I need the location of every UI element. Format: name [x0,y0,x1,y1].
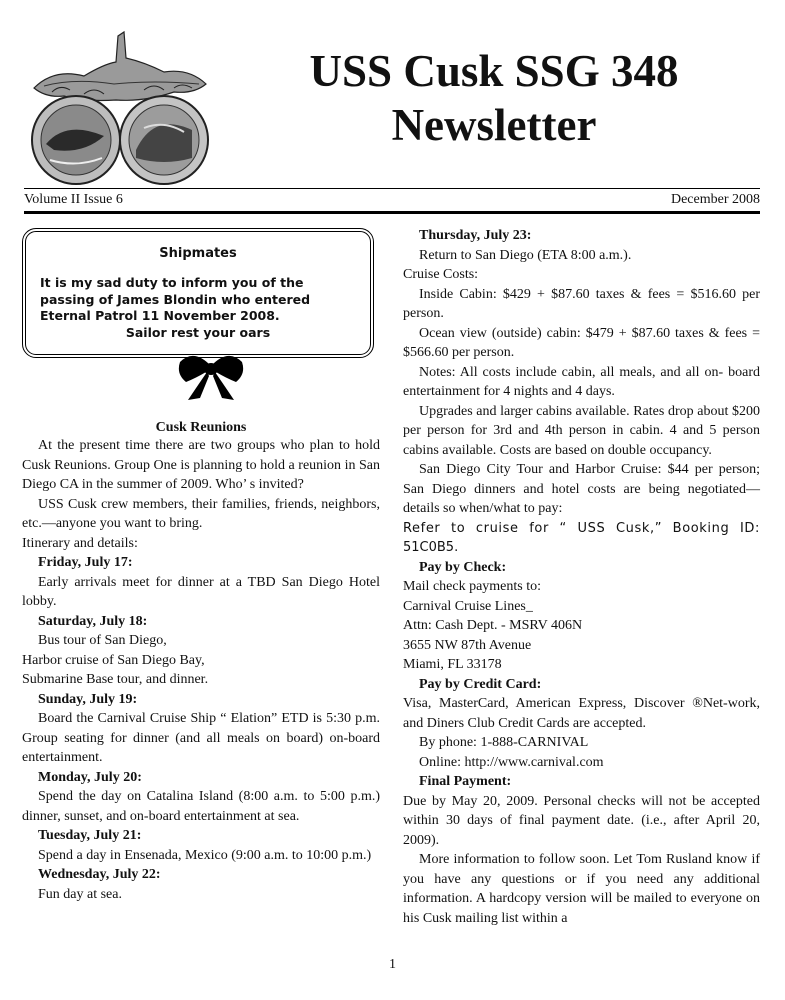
saturday-line-3: Submarine Base tour, and dinner. [22,672,209,687]
issue-bar [24,188,760,217]
shipmates-title: Shipmates [159,246,237,261]
shipmates-box [22,228,374,358]
tuesday-text: Spend a day in Ensenada, Mexico (9:00 a.m. to 10:00 p.m.) [38,847,372,863]
cost-notes: Notes: All costs include cabin, all meals, and all on- board entertainment for 4 nights and 4 days. [403,364,760,399]
right-column [403,226,760,928]
reunions-invited: USS Cusk crew members, their families, friends, neighbors, etc.—anyone you want to bring. [22,496,380,531]
submarine-insignia-icon [24,28,214,186]
saturday-heading: Saturday, July 18: [38,613,148,629]
title-line-2: Newsletter [391,100,597,150]
black-bow-icon [176,352,246,402]
sunday-heading: Sunday, July 19: [38,691,138,707]
more-info-text: More information to follow soon. Let Tom Rusland know if you have any questions or if you need any additional information. A hardcopy version will be mailed to everyone on his Cusk mailing list within a [403,852,760,926]
pay-by-card-heading: Pay by Credit Card: [419,676,542,692]
check-line-1: Mail check payments to: [403,579,542,594]
city-tour-text: San Diego City Tour and Harbor Cruise: $44 per person; San Diego dinners and hotel costs are being negotiated—details so when/what to pay: [403,462,760,516]
page-number: 1 [389,957,396,972]
wednesday-heading: Wednesday, July 22: [38,867,161,882]
tuesday-heading: Tuesday, July 21: [38,828,142,843]
saturday-line-2: Harbor cruise of San Diego Bay, [22,652,205,668]
final-payment-text: Due by May 20, 2009. Personal checks will not be accepted within 30 days of final payment date. (i.e., after April 20, 2009). [403,793,760,848]
check-line-5: Miami, FL 33178 [403,657,502,672]
sunday-text: Board the Carnival Cruise Ship “ Elation” ETD is 5:30 p.m. Group seating for dinner (and all meals on board) on-board entertainment. [22,711,380,765]
title-line-1: USS Cusk SSG 348 [309,46,679,96]
check-line-4: 3655 NW 87th Avenue [403,637,532,653]
inside-cabin-cost: Inside Cabin: $429 + $87.60 taxes & fees = $516.60 per person. [403,286,760,321]
ocean-view-cost: Ocean view (outside) cabin: $479 + $87.60 taxes & fees = $566.60 per person. [403,325,760,360]
monday-heading: Monday, July 20: [38,769,142,785]
booking-id: 51C0B5. [403,540,459,555]
issue-date: December 2008 [670,192,760,207]
masthead [24,28,764,188]
pay-by-check-heading: Pay by Check: [419,559,507,575]
thursday-text: Return to San Diego (ETA 8:00 a.m.). [419,247,632,263]
booking-refer-line: Refer to cruise for “ USS Cusk,” Booking ID: [403,520,760,536]
monday-text: Spend the day on Catalina Island (8:00 a.m. to 5:00 p.m.) dinner, sunset, and on-board entertainment at sea. [22,789,380,824]
volume-issue: Volume II Issue 6 [24,192,123,207]
shipmates-message: It is my sad duty to inform you of the passing of James Blondin who entered Eternal Patrol 11 November 2008. [40,275,311,323]
itinerary-label: Itinerary and details: [22,535,138,551]
wednesday-text: Fun day at sea. [38,886,122,902]
cruise-costs-label: Cruise Costs: [403,267,479,282]
newsletter-title [224,44,764,152]
card-text: Visa, MasterCard, American Express, Discover ®Net-work, and Diners Club Credit Cards are accepted. [403,696,760,731]
friday-heading: Friday, July 17: [38,555,133,570]
reunions-intro: At the present time there are two groups who plan to hold Cusk Reunions. Group One is planning to hold a reunion in San Diego CA in the summer of 2009. Who’ s invited? [22,438,380,492]
check-line-3: Attn: Cash Dept. - MSRV 406N [403,618,583,633]
online-line: Online: http://www.carnival.com [419,754,604,770]
saturday-line-1: Bus tour of San Diego, [38,633,167,648]
left-column [22,228,380,904]
friday-text: Early arrivals meet for dinner at a TBD San Diego Hotel lobby. [22,574,380,609]
check-line-2: Carnival Cruise Lines_ [403,598,533,614]
final-payment-heading: Final Payment: [419,774,512,789]
reunions-title: Cusk Reunions [155,420,247,435]
header-rule [24,211,760,214]
phone-line: By phone: 1-888-CARNIVAL [419,735,589,750]
shipmates-closing: Sailor rest your oars [125,324,271,340]
upgrades-text: Upgrades and larger cabins available. Rates drop about $200 per person for 3rd and 4th person in cabin. 4 and 5 person cabins available. Costs are based on double occupancy. [403,403,760,458]
thursday-heading: Thursday, July 23: [419,228,532,243]
